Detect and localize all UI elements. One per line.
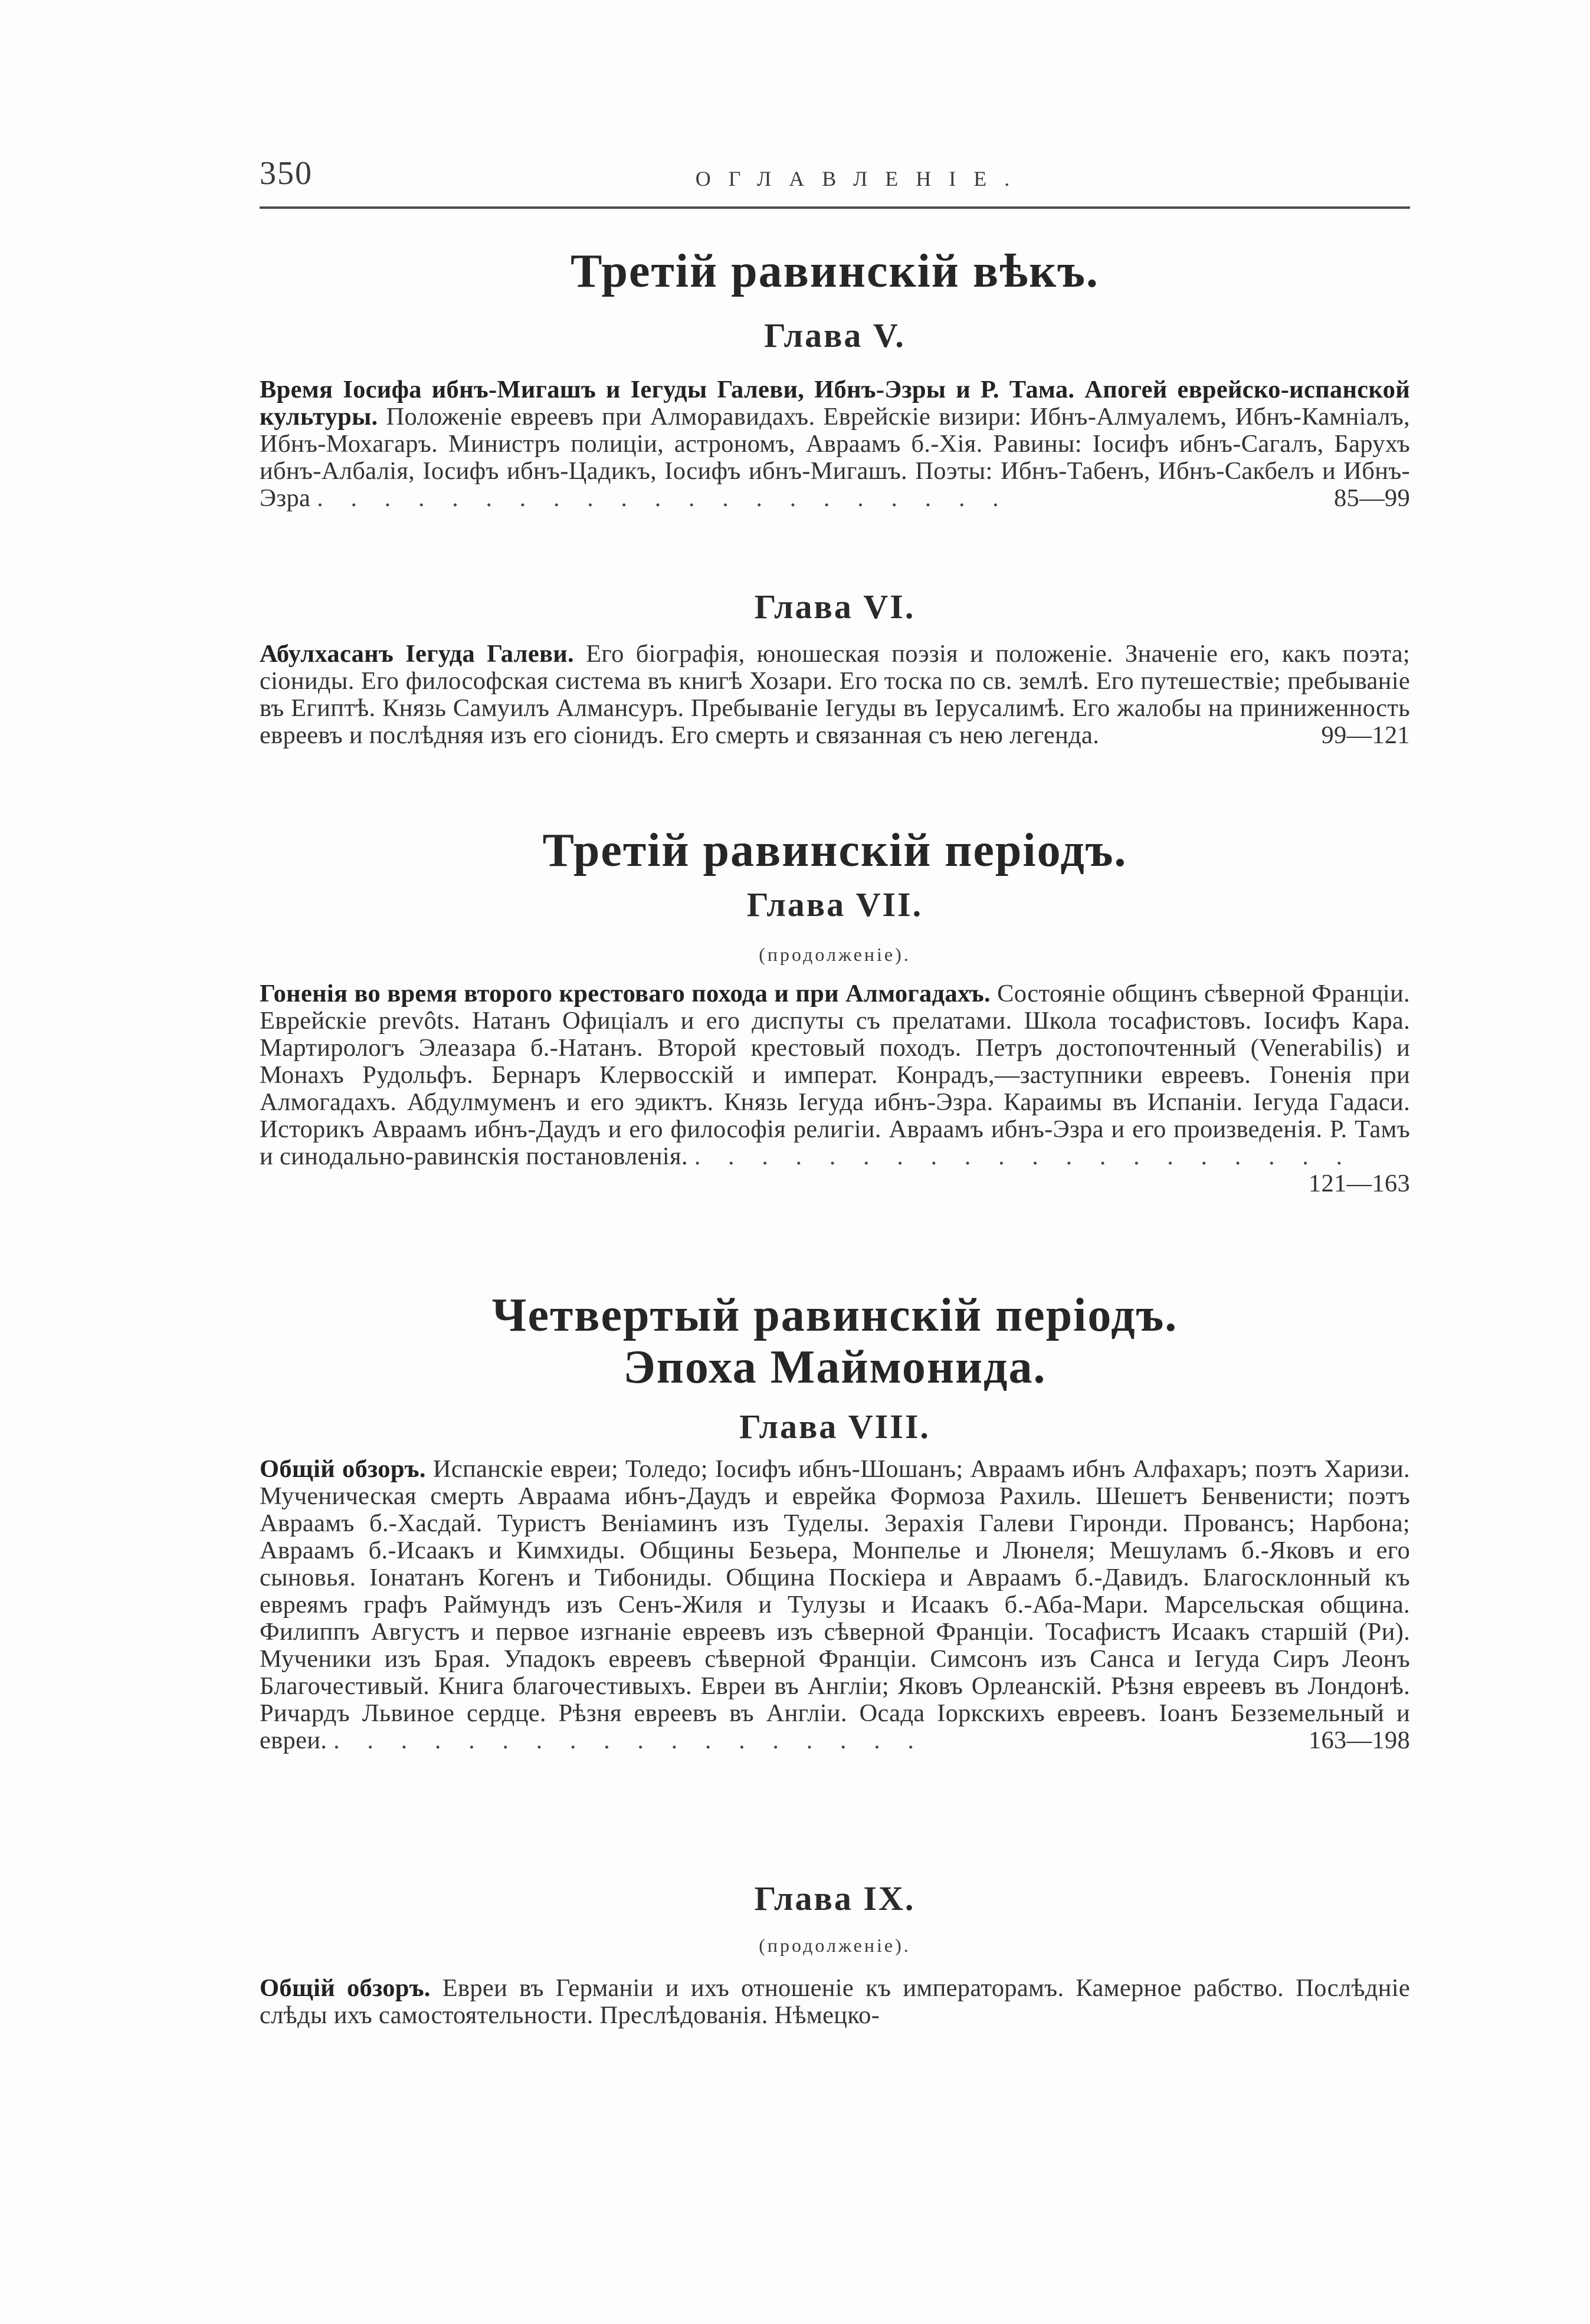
header-rule <box>260 206 1410 209</box>
section-title: Третій равинскій вѣкъ. <box>571 245 1099 297</box>
chapter-title: Глава VII. <box>746 885 923 924</box>
entry-body: Положеніе евреевъ при Алморавидахъ. Еврейскіе визири: Ибнъ-Алмуалемъ, Ибнъ-Камніалъ, Ибнъ-Мохагаръ. Министръ полиціи, астрономъ, Авраамъ б.-Хія. Равины: Іосифъ ибнъ-Сагалъ, Барухъ ибнъ-Албалія, Іосифъ ибнъ-Цадикъ, Іосифъ ибнъ-Мигашъ. Поэты: Ибнъ-Табенъ, Ибнъ-Сакбелъ и Ибнъ-Эзра <box>260 403 1410 512</box>
running-title: ОГЛАВЛЕНІЕ. <box>695 167 1028 191</box>
entry-lead: Общій обзоръ. <box>260 1455 426 1483</box>
page-range: 121—163 <box>1308 1170 1410 1197</box>
entry-body: Евреи въ Германіи и ихъ отношеніе къ императорамъ. Камерное рабство. Послѣдніе слѣды ихъ самостоятельности. Преслѣдованія. Нѣмецко- <box>260 1974 1410 2029</box>
continued-note: (продолженіе). <box>759 1935 911 1956</box>
chapter-title: Глава VIII. <box>739 1407 930 1446</box>
leader-dots: . . . . . . . . . . . . . . . . . . . . <box>694 1143 1353 1170</box>
section-subtitle: Эпоха Маймонида. <box>623 1341 1047 1393</box>
chapter-title: Глава IX. <box>754 1879 916 1918</box>
page-range: 163—198 <box>1308 1726 1410 1754</box>
entry-lead: Гоненія во время второго крестоваго похода и при Алмогадахъ. <box>260 980 991 1007</box>
chapter-entry <box>260 641 1410 749</box>
running-head <box>260 155 1410 202</box>
chapter-entry <box>260 376 1410 512</box>
entry-lead: Абулхасанъ Іегуда Галеви. <box>260 640 574 668</box>
chapter-title: Глава VI. <box>754 587 916 626</box>
leader-dots: . . . . . . . . . . . . . . . . . . . . . <box>317 484 1009 512</box>
page-number: 350 <box>260 155 313 192</box>
page-range: 85—99 <box>1334 484 1410 512</box>
entry-lead: Общій обзоръ. <box>260 1974 431 2002</box>
chapter-title: Глава V. <box>764 316 906 354</box>
section-title: Третій равинскій періодъ. <box>542 825 1127 877</box>
chapter-entry <box>260 980 1410 1197</box>
chapter-entry <box>260 1456 1410 1754</box>
entry-body: Испанскіе евреи; Толедо; Іосифъ ибнъ-Шошанъ; Авраамъ ибнъ Алфахаръ; поэтъ Харизи. Мученическая смерть Авраама ибнъ-Даудъ и еврейка Формоза Рахиль. Шешетъ Бенвенисти; поэтъ Авраамъ б.-Хасдай. Туристъ Веніаминъ изъ Туделы. Зерахія Галеви Гиронди. Провансъ; Нарбона; Авраамъ б.-Исаакъ и Кимхиды. Общины Безьера, Монпелье и Люнеля; Мешуламъ б.-Яковъ и его сыновья. Іонатанъ Когенъ и Тибониды. Община Поскіера и Авраамъ б.-Давидъ. Благосклонный къ евреямъ графъ Раймундъ изъ Сенъ-Жиля и Тулузы и Исаакъ б.-Аба-Мари. Марсельская община. Филиппъ Августъ и первое изгнаніе евреевъ изъ сѣверной Франціи. Тосафистъ Исаакъ старшій (Ри). Мученики изъ Брая. Упадокъ евреевъ сѣверной Франціи. Симсонъ изъ Санса и Іегуда Сиръ Леонъ Благочестивый. Книга благочестивыхъ. Евреи въ Англіи; Яковъ Орлеанскій. Рѣзня евреевъ въ Лондонѣ. Ричардъ Львиное сердце. Рѣзня евреевъ въ Англіи. Осада Іоркскихъ евреевъ. Іоанъ Безземельный и евреи. <box>260 1455 1410 1754</box>
entry-body: Его біографія, юношеская поэзія и положеніе. Значеніе его, какъ поэта; сіониды. Его философская система въ книгѣ Хозари. Его тоска по св. землѣ. Его путешествіе; пребываніе въ Египтѣ. Князь Самуилъ Алмансуръ. Пребываніе Іегуды въ Іерусалимѣ. Его жалобы на приниженность евреевъ и послѣдняя изъ его сіонидъ. Его смерть и связанная съ нею легенда. <box>260 640 1410 749</box>
section-title: Четвертый равинскій періодъ. <box>491 1289 1178 1341</box>
leader-dots: . . . . . . . . . . . . . . . . . . <box>333 1726 925 1754</box>
page-range: 99—121 <box>1321 721 1410 749</box>
chapter-entry <box>260 1975 1410 2029</box>
continued-note: (продолженіе). <box>759 944 911 965</box>
entry-lead: Время Іосифа ибнъ-Мигашъ и Іегуды Галеви, Ибнъ-Эзры и Р. Тама. Апогей еврейско-испанской культуры. <box>260 376 1410 431</box>
entry-body: Состояніе общинъ сѣверной Франціи. Еврейскіе prevôts. Натанъ Офиціалъ и его диспуты съ прелатами. Школа тосафистовъ. Іосифъ Кара. Мартирологъ Элеазара б.-Натанъ. Второй крестовый походъ. Петръ достопочтенный (Venerabilis) и Монахъ Рудольфъ. Бернаръ Клервосскій и императ. Конрадъ,—заступники евреевъ. Гоненія при Алмогадахъ. Абдулмуменъ и его эдиктъ. Князь Іегуда ибнъ-Эзра. Караимы въ Испаніи. Іегуда Гадаси. Историкъ Авраамъ ибнъ-Даудъ и его философія религіи. Авраамъ ибнъ-Эзра и его произведенія. Р. Тамъ и синодально-равинскія постановленія. <box>260 980 1410 1170</box>
